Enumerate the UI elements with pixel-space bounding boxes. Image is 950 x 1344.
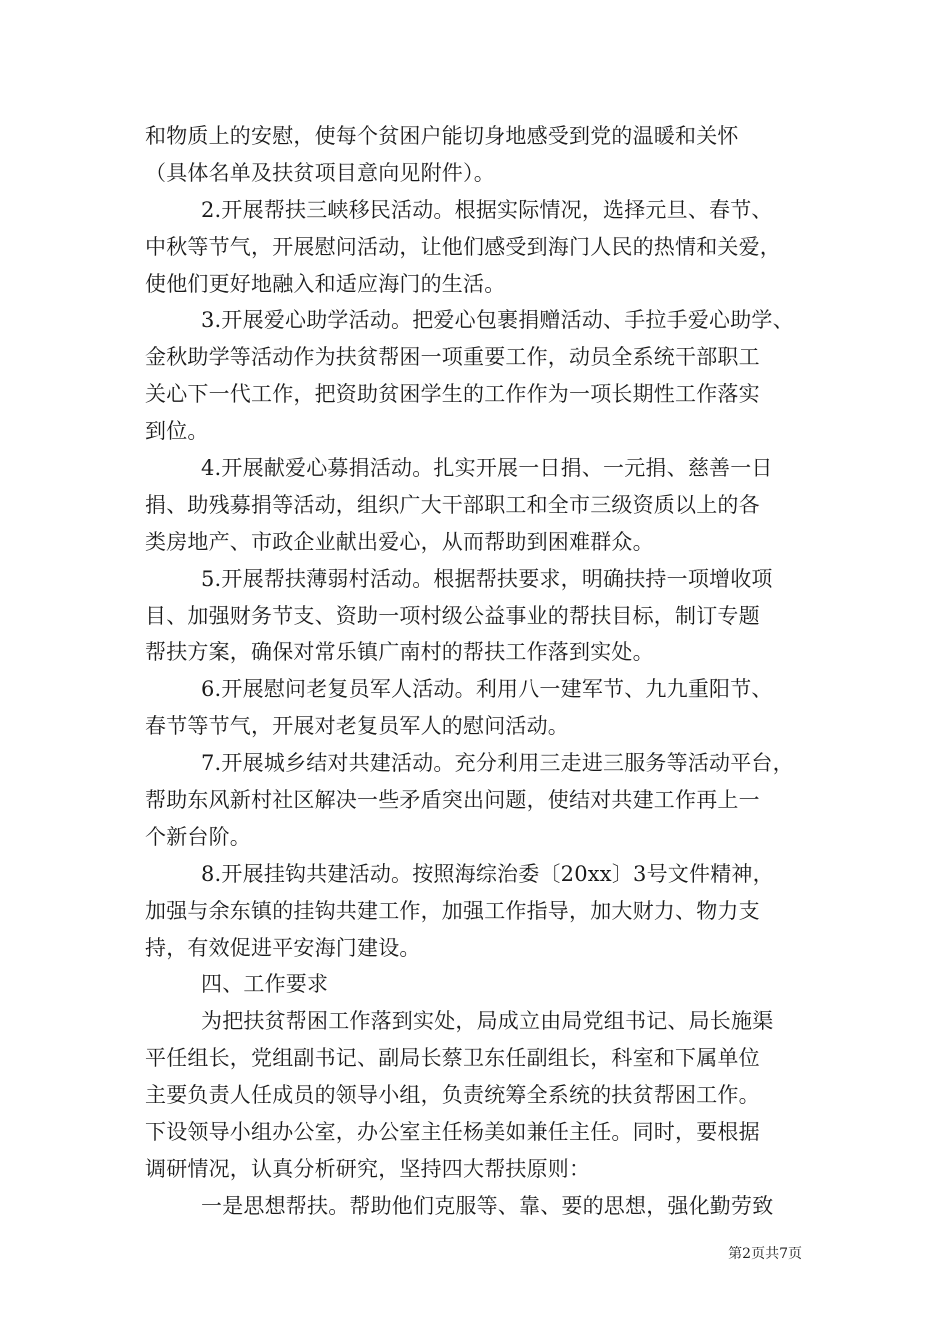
text-line: 关心下一代工作，把资助贫困学生的工作作为一项长期性工作落实: [145, 382, 760, 407]
text-line: 为把扶贫帮困工作落到实处，局成立由局党组书记、局长施渠: [201, 1009, 774, 1034]
text-line: 3.开展爱心助学活动。把爱心包裹捐赠活动、手拉手爱心助学、: [201, 308, 794, 333]
text-line: （具体名单及扶贫项目意向见附件）。: [145, 160, 495, 185]
text-line: 加强与余东镇的挂钩共建工作，加强工作指导，加大财力、物力支: [145, 898, 760, 923]
text-line: 帮助东风新村社区解决一些矛盾突出问题，使结对共建工作再上一: [145, 788, 760, 813]
text-line: 6.开展慰问老复员军人活动。利用八一建军节、九九重阳节、: [201, 677, 773, 702]
text-line: 类房地产、市政企业献出爱心，从而帮助到困难群众。: [145, 529, 654, 554]
text-line: 春节等节气，开展对老复员军人的慰问活动。: [145, 714, 569, 739]
text-line: 目、加强财务节支、资助一项村级公益事业的帮扶目标，制订专题: [145, 603, 760, 628]
text-line: 使他们更好地融入和适应海门的生活。: [145, 271, 506, 296]
text-line: 捐、助残募捐等活动，组织广大干部职工和全市三级资质以上的各: [145, 492, 760, 517]
document-body: [145, 118, 810, 1225]
text-line: 到位。: [145, 419, 209, 444]
text-line: 四、工作要求: [201, 972, 329, 997]
text-line: 4.开展献爱心募捐活动。扎实开展一日捐、一元捐、慈善一日: [201, 456, 773, 481]
page-number: 第2页共7页: [728, 1246, 802, 1262]
text-line: 主要负责人任成员的领导小组，负责统筹全系统的扶贫帮困工作。: [145, 1083, 760, 1108]
text-line: 8.开展挂钩共建活动。按照海综治委〔20xx〕3号文件精神，: [201, 861, 774, 886]
text-line: 持，有效促进平安海门建设。: [145, 935, 421, 960]
text-line: 一是思想帮扶。帮助他们克服等、靠、要的思想，强化勤劳致: [201, 1193, 774, 1218]
text-line: 调研情况，认真分析研究，坚持四大帮扶原则：: [145, 1156, 591, 1181]
text-line: 下设领导小组办公室，办公室主任杨美如兼任主任。同时，要根据: [145, 1120, 760, 1145]
text-line: 2.开展帮扶三峡移民活动。根据实际情况，选择元旦、春节、: [201, 197, 773, 222]
text-line: 和物质上的安慰，使每个贫困户能切身地感受到党的温暖和关怀: [145, 124, 739, 148]
text-line: 金秋助学等活动作为扶贫帮困一项重要工作，动员全系统干部职工: [145, 345, 760, 370]
text-line: 7.开展城乡结对共建活动。充分利用三走进三服务等活动平台，: [201, 751, 794, 776]
text-line: 个新台阶。: [145, 824, 251, 849]
text-line: 5.开展帮扶薄弱村活动。根据帮扶要求，明确扶持一项增收项: [201, 566, 773, 591]
text-line: 平任组长，党组副书记、副局长蔡卫东任副组长，科室和下属单位: [145, 1046, 760, 1071]
text-line: 中秋等节气，开展慰问活动，让他们感受到海门人民的热情和关爱，: [145, 234, 781, 259]
text-line: 帮扶方案，确保对常乐镇广南村的帮扶工作落到实处。: [145, 640, 654, 665]
